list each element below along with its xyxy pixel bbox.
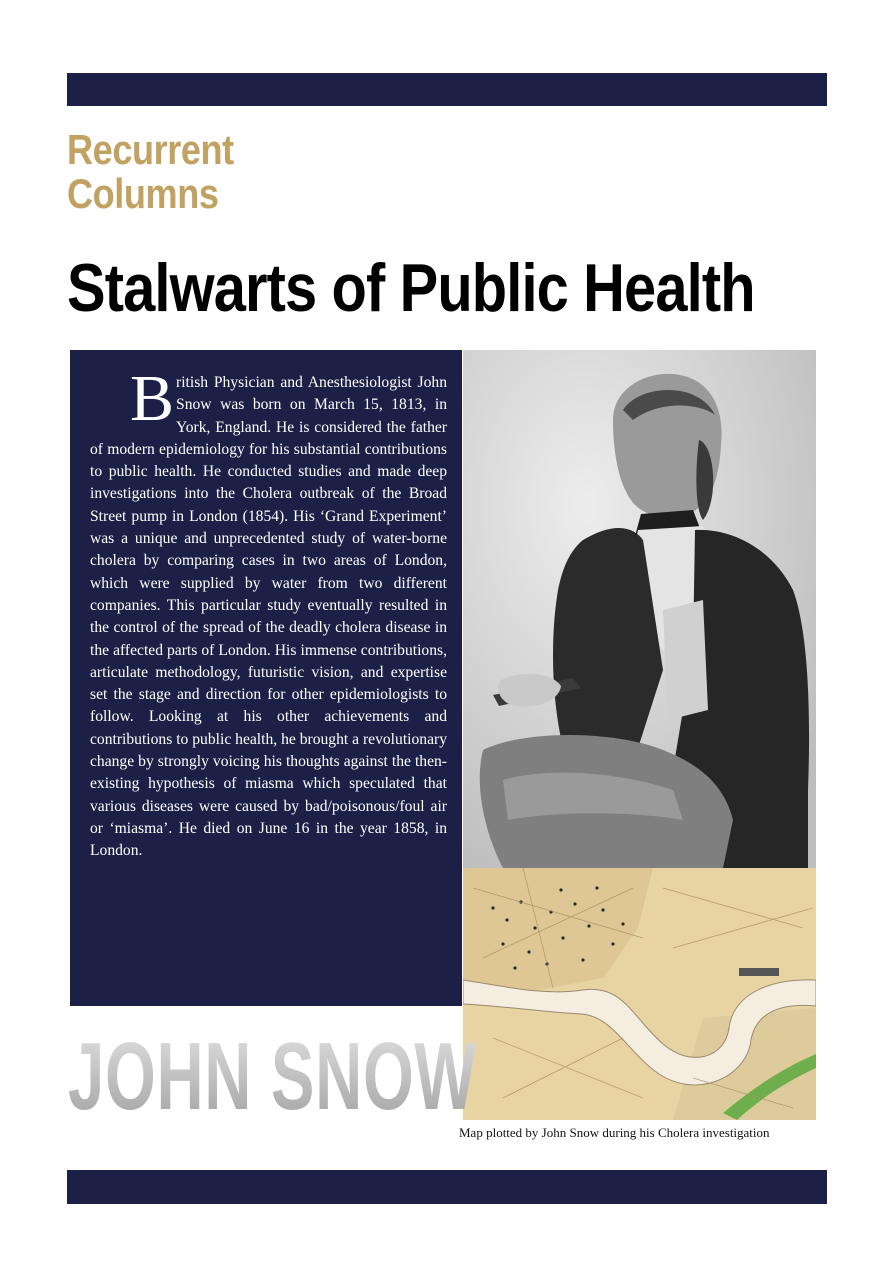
section-kicker: Recurrent Columns [67, 126, 234, 217]
portrait-photo [463, 350, 816, 868]
page-title: Stalwarts of Public Health [67, 250, 755, 326]
map-caption: Map plotted by John Snow during his Cholera investigation [459, 1125, 770, 1140]
article-text-panel [70, 350, 462, 1006]
drop-cap: B [130, 362, 175, 435]
cholera-map-image [463, 868, 816, 1120]
article-body [90, 362, 447, 863]
portrait-illustration [463, 350, 816, 868]
map-illustration [463, 868, 816, 1120]
bottom-banner-bar [67, 1170, 827, 1204]
top-banner-bar [67, 73, 827, 106]
article-paragraph: ritish Physician and Anesthesiologist John Snow was born on March 15, 1813, in York, England. He is considered the father of modern epidemiology for his substantial contributions to public health. He conducted studies and made deep investigations into the Cholera outbreak of the Broad Street pump in London (1854). His ‘Grand Experiment’ was a unique and unprecedented study of water-borne cholera by comparing cases in two areas of London, which were supplied by water from two different companies. This particular study eventually resulted in the control of the spread of the deadly cholera disease in the affected parts of London. His immense contributions, articulate methodology, futuristic vision, and expertise set the stage and direction for other epidemiologists to follow. Looking at his other achievements and contributions to public health, he brought a revolutionary change by strongly voicing his thoughts against the then-existing hypothesis of miasma which speculated that various diseases were caused by bad/poisonous/foul air or ‘miasma’. He died on June 16 in the year 1858, in London. [90, 374, 447, 860]
subject-name-title: JOHN SNOW [68, 1023, 477, 1130]
